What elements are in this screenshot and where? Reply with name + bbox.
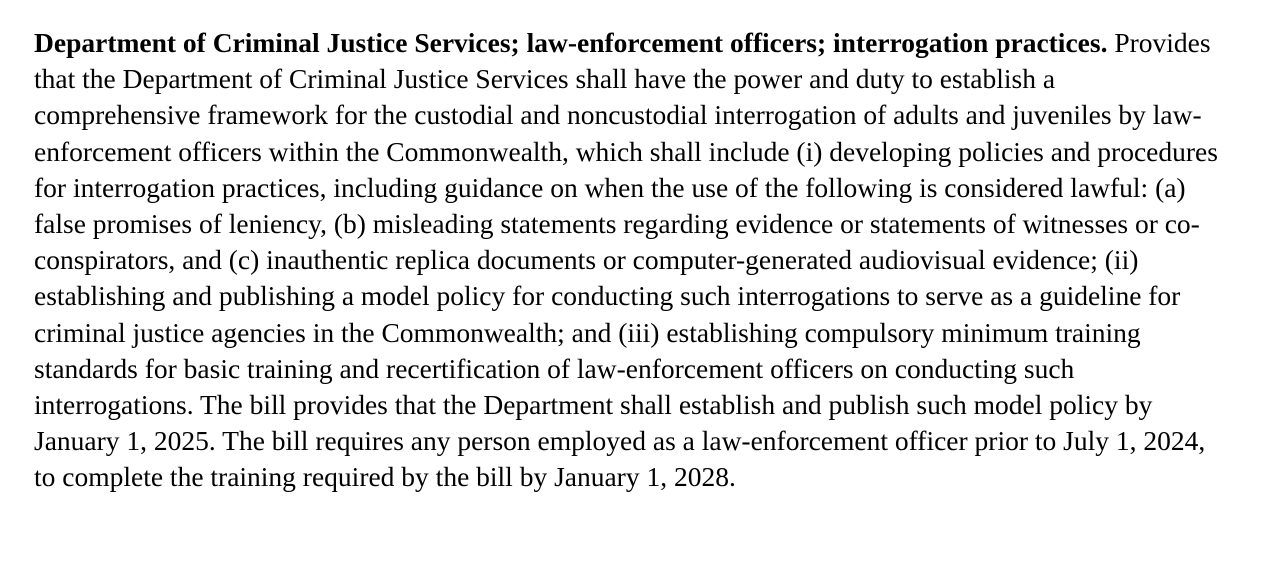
bill-summary-body: Provides that the Department of Criminal Justice Services shall have the power and duty to establish a comprehensive framework for the custodial and noncustodial interrogation of adults and juveniles by law-enforcement officers within the Commonwealth, which shall include (i) developing policies and procedures for interrogation practices, including guidance on when the use of the following is considered lawful: (a) false promises of leniency, (b) misleading statements regarding evidence or statements of witnesses or co-conspirators, and (c) inauthentic replica documents or computer-generated audiovisual evidence; (ii) establishing and publishing a model policy for conducting such interrogations to serve as a guideline for criminal justice agencies in the Commonwealth; and (iii) establishing compulsory minimum training standards for basic training and recertification of law-enforcement officers on conducting such interrogations. The bill provides that the Department shall establish and publish such model policy by January 1, 2025. The bill requires any person employed as a law-enforcement officer prior to July 1, 2024, to complete the training required by the bill by January 1, 2028. — [34, 27, 1218, 493]
bill-summary-paragraph — [34, 25, 1224, 496]
bill-summary-title: Department of Criminal Justice Services; law-enforcement officers; interrogation practices. — [34, 27, 1108, 58]
